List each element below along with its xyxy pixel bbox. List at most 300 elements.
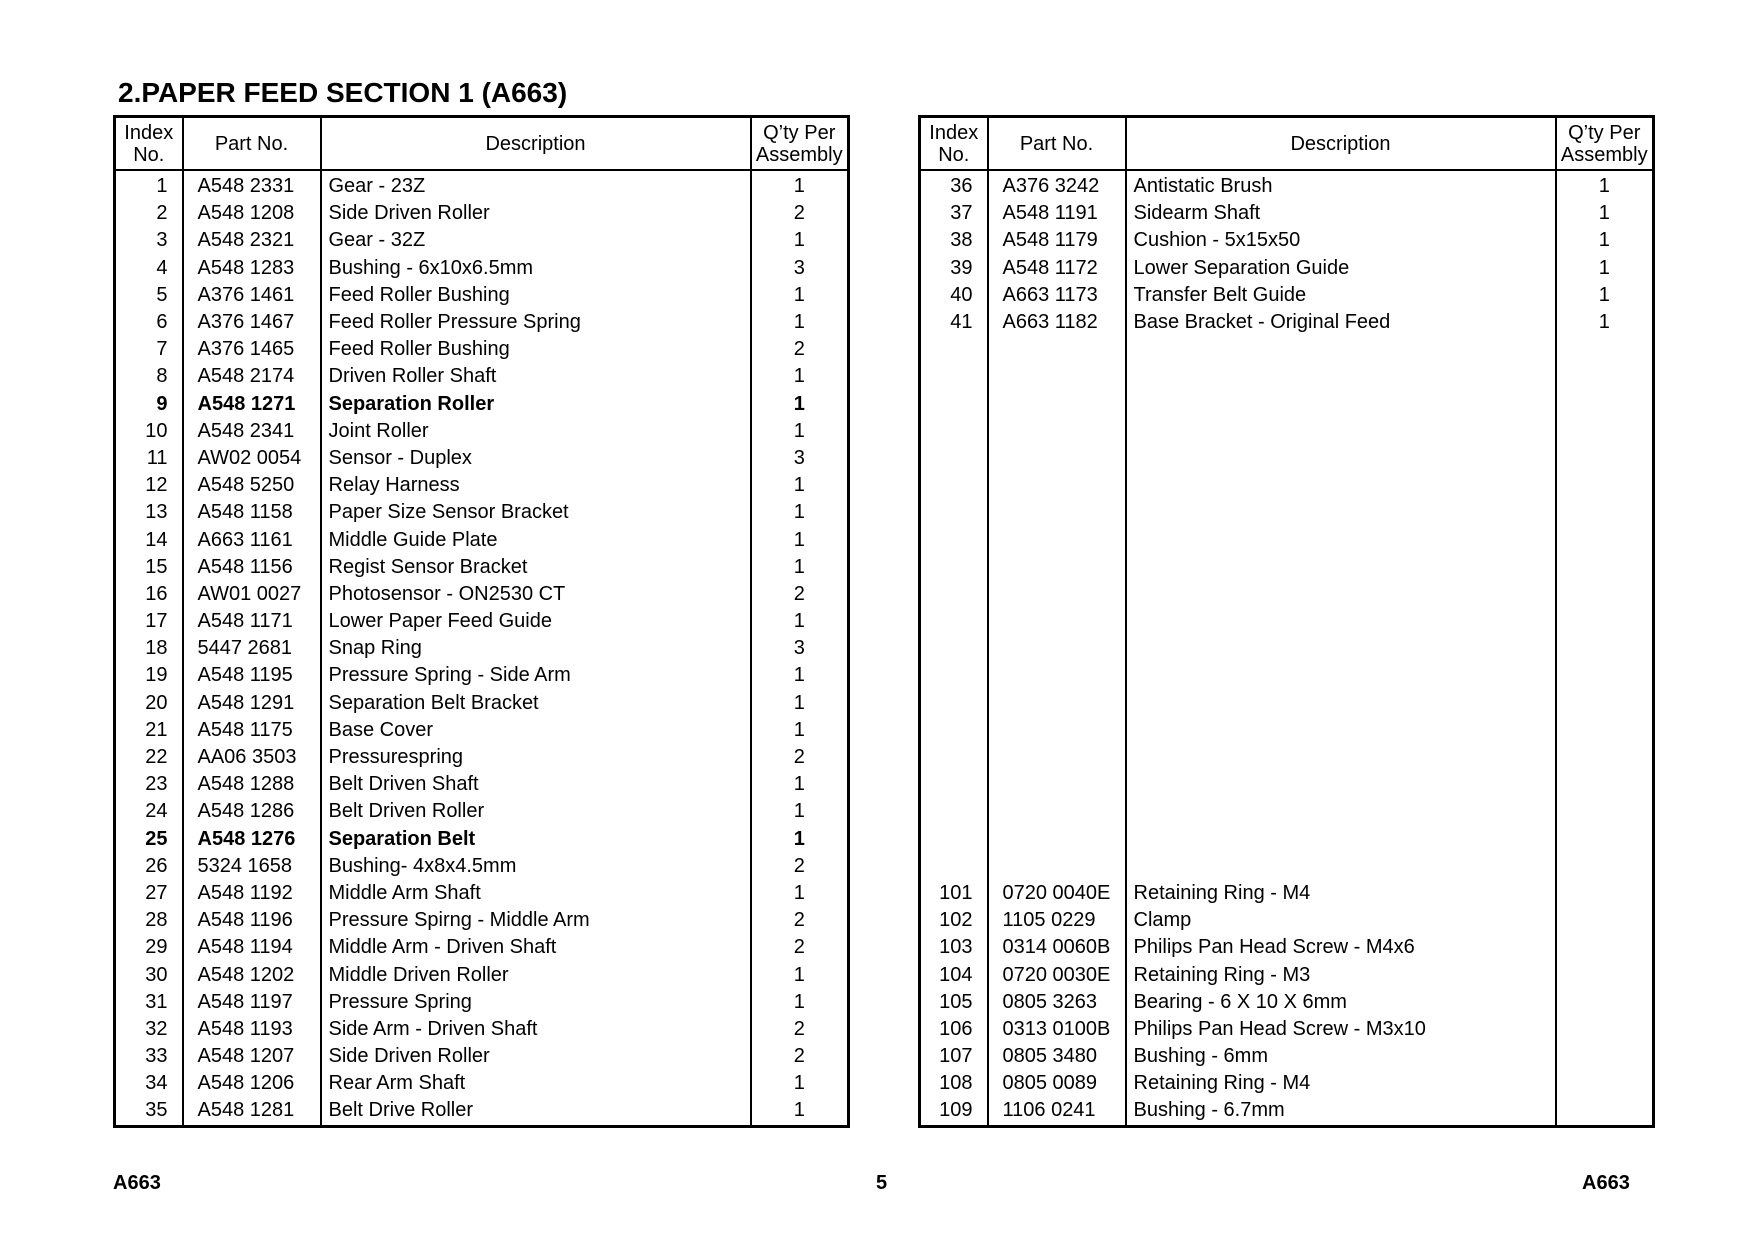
description-cell: Lower Separation Guide [1126, 255, 1556, 282]
table-row [920, 1016, 1654, 1043]
qty-cell: 1 [793, 365, 805, 388]
qty-cell [1556, 880, 1654, 907]
qty-cell [1556, 961, 1654, 988]
table-row [920, 499, 1654, 526]
qty-cell: 2 [793, 854, 805, 877]
index-cell: 12 [115, 472, 183, 499]
description-cell: Clamp [1126, 907, 1556, 934]
description-cell: Middle Driven Roller [321, 961, 751, 988]
index-cell: 14 [115, 526, 183, 553]
qty-cell: 1 [793, 773, 805, 796]
index-cell [920, 581, 988, 608]
index-cell [920, 853, 988, 880]
part-number-cell: 0720 0040E [988, 880, 1126, 907]
part-number-cell: AA06 3503 [183, 744, 321, 771]
table-row [115, 907, 849, 934]
description-cell: Separation Belt Bracket [321, 690, 751, 717]
description-cell [1126, 472, 1556, 499]
description-cell: Photosensor - ON2530 CT [321, 581, 751, 608]
part-number-cell: A548 1271 [183, 391, 321, 418]
description-cell: Paper Size Sensor Bracket [321, 499, 751, 526]
description-cell: Belt Driven Shaft [321, 771, 751, 798]
qty-cell: 2 [793, 338, 805, 361]
qty-cell: 2 [793, 746, 805, 769]
qty-cell: 1 [793, 283, 805, 306]
index-header-line2: No. [938, 143, 970, 166]
index-cell: 10 [115, 418, 183, 445]
description-cell: Pressure Spirng - Middle Arm [321, 907, 751, 934]
index-header [115, 117, 183, 171]
description-cell [1126, 744, 1556, 771]
qty-cell: 2 [793, 202, 805, 225]
qty-cell: 1 [793, 664, 805, 687]
qty-cell: 2 [793, 1017, 805, 1040]
description-cell: Snap Ring [321, 635, 751, 662]
qty-cell: 1 [1598, 175, 1610, 198]
qty-cell: 1 [793, 800, 805, 823]
table-row [920, 391, 1654, 418]
table-row [920, 170, 1654, 200]
qty-cell [1556, 826, 1654, 853]
qty-cell: 1 [1598, 283, 1610, 306]
part-header: Part No. [183, 117, 321, 171]
table-row [115, 1016, 849, 1043]
table-row [115, 554, 849, 581]
description-cell: Middle Guide Plate [321, 526, 751, 553]
qty-cell [1556, 1070, 1654, 1097]
part-number-cell: A548 1288 [183, 771, 321, 798]
qty-cell: 1 [1598, 256, 1610, 279]
part-number-cell: A548 1175 [183, 717, 321, 744]
table-row [920, 771, 1654, 798]
qty-cell [1556, 1097, 1654, 1126]
table-row [920, 717, 1654, 744]
table-row [115, 418, 849, 445]
description-cell: Sensor - Duplex [321, 445, 751, 472]
part-number-cell: A548 1192 [183, 880, 321, 907]
table-row [115, 608, 849, 635]
qty-cell [1556, 744, 1654, 771]
index-cell: 33 [115, 1043, 183, 1070]
description-cell: Philips Pan Head Screw - M3x10 [1126, 1016, 1556, 1043]
parts-table-left [113, 115, 850, 1128]
qty-cell [1556, 635, 1654, 662]
qty-cell: 1 [793, 392, 805, 415]
qty-cell [1556, 853, 1654, 880]
qty-cell [1556, 907, 1654, 934]
table-row [115, 771, 849, 798]
index-header-line1: Index [929, 121, 979, 144]
table-row [115, 934, 849, 961]
part-number-cell: A376 1467 [183, 309, 321, 336]
parts-table-left-body [115, 170, 849, 1126]
qty-cell: 1 [1598, 229, 1610, 252]
description-cell: Relay Harness [321, 472, 751, 499]
description-cell: Retaining Ring - M4 [1126, 880, 1556, 907]
part-number-cell: 0314 0060B [988, 934, 1126, 961]
table-row [115, 391, 849, 418]
table-row [920, 853, 1654, 880]
index-cell: 38 [920, 227, 988, 254]
table-row [920, 581, 1654, 608]
index-header-line1: Index [124, 121, 174, 144]
table-row [115, 499, 849, 526]
table-row [920, 934, 1654, 961]
table-row [115, 1043, 849, 1070]
part-number-cell [988, 608, 1126, 635]
index-cell [920, 771, 988, 798]
table-row [920, 635, 1654, 662]
description-cell: Lower Paper Feed Guide [321, 608, 751, 635]
footer-model-right: A663 [1582, 1172, 1630, 1194]
qty-cell: 1 [793, 963, 805, 986]
index-cell: 105 [920, 989, 988, 1016]
part-number-cell: A548 2341 [183, 418, 321, 445]
description-cell: Antistatic Brush [1126, 170, 1556, 200]
part-number-cell [988, 771, 1126, 798]
table-row [115, 309, 849, 336]
index-cell: 24 [115, 798, 183, 825]
description-cell: Driven Roller Shaft [321, 363, 751, 390]
part-number-cell: 0805 3263 [988, 989, 1126, 1016]
qty-cell: 1 [793, 718, 805, 741]
part-number-cell: A548 1191 [988, 200, 1126, 227]
table-row [920, 608, 1654, 635]
footer-model-left: A663 [113, 1172, 161, 1194]
table-row [920, 961, 1654, 988]
part-number-cell: 5447 2681 [183, 635, 321, 662]
table-row [115, 662, 849, 689]
table-row [920, 1070, 1654, 1097]
description-cell: Regist Sensor Bracket [321, 554, 751, 581]
table-row [920, 309, 1654, 336]
description-cell: Separation Belt [321, 826, 751, 853]
table-row [920, 526, 1654, 553]
description-cell [1126, 771, 1556, 798]
description-cell: Joint Roller [321, 418, 751, 445]
qty-cell: 3 [793, 446, 805, 469]
table-row [920, 907, 1654, 934]
part-number-cell: A548 1283 [183, 255, 321, 282]
description-cell [1126, 526, 1556, 553]
table-row [920, 989, 1654, 1016]
table-row [115, 635, 849, 662]
description-cell: Bearing - 6 X 10 X 6mm [1126, 989, 1556, 1016]
parts-table-right [918, 115, 1655, 1128]
qty-cell [1556, 418, 1654, 445]
index-cell: 102 [920, 907, 988, 934]
qty-cell [1556, 581, 1654, 608]
qty-cell [1556, 690, 1654, 717]
table-row [115, 526, 849, 553]
part-number-cell: A548 1194 [183, 934, 321, 961]
table-row [115, 282, 849, 309]
part-number-cell: A663 1182 [988, 309, 1126, 336]
index-header-line2: No. [133, 143, 165, 166]
part-number-cell [988, 363, 1126, 390]
qty-cell [1556, 662, 1654, 689]
description-cell: Feed Roller Pressure Spring [321, 309, 751, 336]
qty-cell: 3 [793, 637, 805, 660]
table-row [115, 961, 849, 988]
index-cell [920, 526, 988, 553]
table-row [115, 1070, 849, 1097]
part-number-cell: A376 3242 [988, 170, 1126, 200]
table-row [920, 282, 1654, 309]
description-cell [1126, 581, 1556, 608]
qty-cell: 1 [793, 1099, 805, 1122]
qty-cell: 2 [793, 582, 805, 605]
index-cell: 13 [115, 499, 183, 526]
qty-cell [1556, 934, 1654, 961]
qty-cell [1556, 445, 1654, 472]
part-number-cell: 1106 0241 [988, 1097, 1126, 1126]
part-number-cell: A548 1171 [183, 608, 321, 635]
index-cell: 106 [920, 1016, 988, 1043]
index-cell: 107 [920, 1043, 988, 1070]
index-cell: 15 [115, 554, 183, 581]
part-number-cell: A548 1206 [183, 1070, 321, 1097]
qty-cell: 1 [793, 229, 805, 252]
index-cell [920, 554, 988, 581]
index-cell: 39 [920, 255, 988, 282]
qty-cell: 1 [793, 474, 805, 497]
index-cell: 34 [115, 1070, 183, 1097]
qty-cell: 1 [793, 501, 805, 524]
qty-header-line2: Assembly [755, 143, 843, 166]
description-cell: Retaining Ring - M3 [1126, 961, 1556, 988]
index-cell [920, 826, 988, 853]
index-cell: 16 [115, 581, 183, 608]
description-cell [1126, 717, 1556, 744]
part-number-cell: A548 2331 [183, 170, 321, 200]
qty-cell: 1 [1598, 202, 1610, 225]
index-cell: 4 [115, 255, 183, 282]
index-cell: 6 [115, 309, 183, 336]
description-cell: Gear - 32Z [321, 227, 751, 254]
description-cell [1126, 608, 1556, 635]
table-row [115, 717, 849, 744]
table-header-row [920, 117, 1654, 171]
part-number-cell [988, 744, 1126, 771]
part-number-cell: A548 1202 [183, 961, 321, 988]
part-number-cell: A548 1158 [183, 499, 321, 526]
description-cell [1126, 662, 1556, 689]
table-row [115, 581, 849, 608]
description-cell [1126, 391, 1556, 418]
parts-table-right-body [920, 170, 1654, 1126]
table-row [920, 255, 1654, 282]
qty-cell: 1 [793, 827, 805, 850]
table-row [115, 826, 849, 853]
qty-cell: 1 [793, 881, 805, 904]
part-number-cell: AW01 0027 [183, 581, 321, 608]
description-cell: Feed Roller Bushing [321, 336, 751, 363]
index-cell: 30 [115, 961, 183, 988]
qty-cell: 1 [793, 528, 805, 551]
part-number-cell [988, 526, 1126, 553]
table-row [920, 744, 1654, 771]
qty-cell [1556, 989, 1654, 1016]
index-cell: 40 [920, 282, 988, 309]
qty-cell [1556, 336, 1654, 363]
index-cell: 22 [115, 744, 183, 771]
index-cell: 28 [115, 907, 183, 934]
table-row [115, 1097, 849, 1126]
table-row [920, 554, 1654, 581]
index-cell [920, 662, 988, 689]
description-header: Description [1126, 117, 1556, 171]
qty-cell [1556, 771, 1654, 798]
qty-cell: 1 [793, 175, 805, 198]
description-cell: Side Driven Roller [321, 200, 751, 227]
description-cell: Bushing - 6.7mm [1126, 1097, 1556, 1126]
description-cell: Philips Pan Head Screw - M4x6 [1126, 934, 1556, 961]
description-cell [1126, 798, 1556, 825]
index-cell: 109 [920, 1097, 988, 1126]
qty-cell [1556, 717, 1654, 744]
part-number-cell: 5324 1658 [183, 853, 321, 880]
index-cell [920, 336, 988, 363]
index-cell: 29 [115, 934, 183, 961]
part-number-cell: A663 1161 [183, 526, 321, 553]
description-cell: Pressurespring [321, 744, 751, 771]
table-row [115, 472, 849, 499]
qty-cell: 1 [793, 311, 805, 334]
table-row [920, 227, 1654, 254]
part-number-cell: A663 1173 [988, 282, 1126, 309]
description-cell: Rear Arm Shaft [321, 1070, 751, 1097]
description-cell: Separation Roller [321, 391, 751, 418]
table-row [115, 255, 849, 282]
part-number-cell: 0313 0100B [988, 1016, 1126, 1043]
table-row [115, 363, 849, 390]
table-row [115, 798, 849, 825]
qty-cell: 2 [793, 936, 805, 959]
part-number-cell [988, 662, 1126, 689]
description-cell: Pressure Spring [321, 989, 751, 1016]
table-row [920, 363, 1654, 390]
part-number-cell [988, 581, 1126, 608]
part-number-cell: A548 1196 [183, 907, 321, 934]
index-cell [920, 635, 988, 662]
description-cell: Base Cover [321, 717, 751, 744]
part-number-cell: 0805 0089 [988, 1070, 1126, 1097]
table-row [115, 989, 849, 1016]
description-cell [1126, 445, 1556, 472]
qty-cell [1556, 1016, 1654, 1043]
qty-cell [1556, 798, 1654, 825]
part-number-cell: A548 1286 [183, 798, 321, 825]
description-cell: Feed Roller Bushing [321, 282, 751, 309]
part-number-cell: 1105 0229 [988, 907, 1126, 934]
qty-cell: 1 [793, 555, 805, 578]
part-number-cell: A548 2174 [183, 363, 321, 390]
description-cell [1126, 826, 1556, 853]
part-number-cell [988, 826, 1126, 853]
part-number-cell: A548 1208 [183, 200, 321, 227]
description-cell: Belt Driven Roller [321, 798, 751, 825]
part-number-cell [988, 472, 1126, 499]
index-cell [920, 744, 988, 771]
qty-cell: 1 [793, 419, 805, 442]
part-number-cell [988, 445, 1126, 472]
qty-cell [1556, 363, 1654, 390]
part-number-cell: A376 1465 [183, 336, 321, 363]
table-header-row [115, 117, 849, 171]
description-cell: Side Driven Roller [321, 1043, 751, 1070]
part-number-cell: A548 5250 [183, 472, 321, 499]
description-cell: Middle Arm Shaft [321, 880, 751, 907]
description-cell: Bushing - 6x10x6.5mm [321, 255, 751, 282]
description-cell: Cushion - 5x15x50 [1126, 227, 1556, 254]
part-number-cell [988, 635, 1126, 662]
qty-header-line1: Q’ty Per [763, 121, 836, 144]
table-row [920, 472, 1654, 499]
index-cell [920, 499, 988, 526]
description-cell [1126, 635, 1556, 662]
index-cell: 104 [920, 961, 988, 988]
index-cell: 20 [115, 690, 183, 717]
index-cell: 5 [115, 282, 183, 309]
qty-cell: 1 [793, 990, 805, 1013]
table-row [920, 826, 1654, 853]
index-header [920, 117, 988, 171]
qty-cell [1556, 526, 1654, 553]
index-cell [920, 363, 988, 390]
part-number-cell: 0805 3480 [988, 1043, 1126, 1070]
qty-cell: 1 [1598, 311, 1610, 334]
index-cell: 26 [115, 853, 183, 880]
description-cell: Side Arm - Driven Shaft [321, 1016, 751, 1043]
qty-cell: 2 [793, 1045, 805, 1068]
table-row [920, 1043, 1654, 1070]
part-number-cell: A548 1291 [183, 690, 321, 717]
part-number-cell: A376 1461 [183, 282, 321, 309]
part-number-cell [988, 798, 1126, 825]
table-row [920, 418, 1654, 445]
part-number-cell [988, 717, 1126, 744]
description-cell: Pressure Spring - Side Arm [321, 662, 751, 689]
table-row [920, 445, 1654, 472]
description-cell: Belt Drive Roller [321, 1097, 751, 1126]
index-cell [920, 445, 988, 472]
qty-cell: 1 [793, 610, 805, 633]
table-row [920, 200, 1654, 227]
qty-cell [1556, 391, 1654, 418]
qty-cell [1556, 608, 1654, 635]
index-cell: 37 [920, 200, 988, 227]
description-cell [1126, 690, 1556, 717]
index-cell: 41 [920, 309, 988, 336]
index-cell: 35 [115, 1097, 183, 1126]
description-cell [1126, 853, 1556, 880]
table-row [115, 744, 849, 771]
part-number-cell [988, 554, 1126, 581]
index-cell: 8 [115, 363, 183, 390]
description-cell [1126, 363, 1556, 390]
table-row [115, 227, 849, 254]
index-cell [920, 391, 988, 418]
table-row [115, 853, 849, 880]
table-row [115, 880, 849, 907]
index-cell: 7 [115, 336, 183, 363]
index-cell [920, 472, 988, 499]
qty-cell: 1 [793, 691, 805, 714]
qty-cell [1556, 472, 1654, 499]
part-number-cell: A548 1193 [183, 1016, 321, 1043]
table-row [115, 200, 849, 227]
